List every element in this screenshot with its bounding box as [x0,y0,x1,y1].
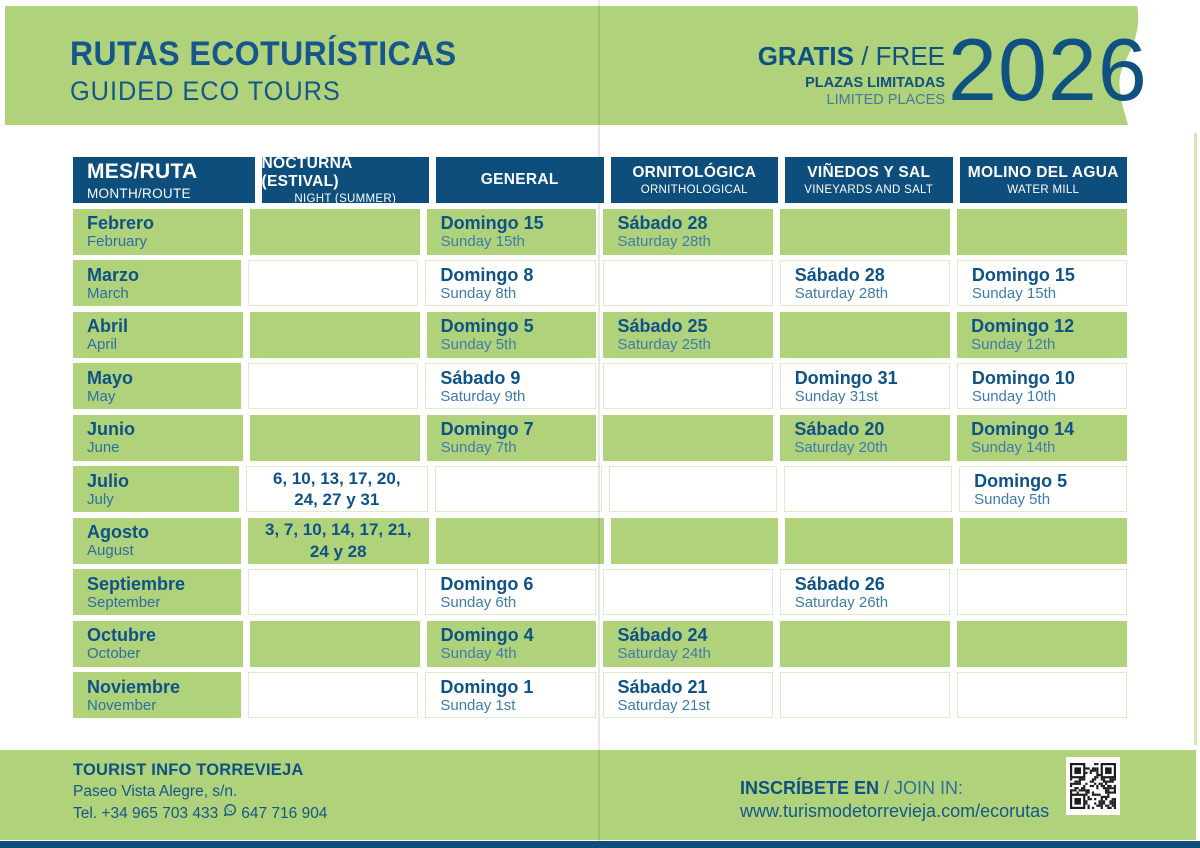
tour-date-es: Domingo 31 [794,367,898,388]
tour-cell-ornitologica [603,363,773,409]
table-row-november [73,672,1127,718]
month-cell [73,466,239,512]
tour-cell-molino-del-agua [957,209,1127,255]
tour-cell-ornitologica [603,260,773,306]
tour-date-es: Domingo 8 [440,264,534,285]
tour-cell-ornitologica [603,312,773,358]
page-title: RUTAS ECOTURÍSTICAS [70,35,457,73]
month-cell [73,672,241,718]
table-row-april [73,312,1127,358]
tour-date-en: Sunday 15th [971,284,1057,302]
tour-date-es: Domingo 6 [440,573,534,594]
table-row-august [73,518,1127,564]
table-row-march [73,260,1127,306]
month-name-en: July [87,490,114,508]
tour-date-es: Sábado 21 [617,676,708,697]
qr-code [1066,757,1120,815]
tour-cell-ornitologica [609,466,777,512]
signup-url: www.turismodetorrevieja.com/ecorutas [740,801,1050,821]
tour-cell-general [436,518,604,564]
tour-cell-general [425,363,595,409]
tour-date-es: Sábado 28 [617,213,708,233]
column-title-en: NIGHT (SUMMER) [294,193,397,205]
tourist-office-name: TOURIST INFO TORREVIEJA [73,761,304,779]
tour-date-en: Sunday 10th [971,387,1057,405]
tour-cell-nocturna [248,672,418,718]
tour-cell-nocturna: 6, 10, 13, 17, 20, 24, 27 y 31 [246,466,428,512]
column-title-es: MOLINO DEL AGUA [967,164,1119,181]
limited-places-en: LIMITED PLACES [826,92,945,108]
month-cell [73,569,241,615]
tour-date-en: Sunday 31st [794,387,879,405]
column-title-en: VINEYARDS AND SALT [804,184,934,196]
bottom-blue-bar [0,841,1200,848]
tour-cell-vinedos-y-sal [780,672,950,718]
month-cell [73,363,241,409]
tour-cell-nocturna [248,569,418,615]
tour-cell-general [425,672,595,718]
table-row-september [73,569,1127,615]
tour-cell-vinedos-y-sal [780,569,950,615]
month-name-en: February [87,233,148,250]
tour-cell-molino-del-agua [957,672,1127,718]
tour-date-en: Sunday 12th [971,336,1056,353]
month-name-es: Octubre [87,625,157,645]
tourist-office-phones [73,803,327,825]
join-block [740,777,1049,823]
tour-cell-nocturna: 3, 7, 10, 14, 17, 21, 24 y 28 [248,518,430,564]
tour-date-en: Saturday 21st [617,696,711,714]
tour-date-es: Sábado 26 [794,573,885,594]
column-title-es: MES/RUTA [87,159,198,183]
tour-cell-molino-del-agua [957,621,1127,667]
tour-date-en: Sunday 14th [971,439,1056,456]
join-label-en: / JOIN IN: [879,778,964,798]
month-name-es: Noviembre [87,676,181,697]
tourist-office-address: Paseo Vista Alegre, s/n. [73,783,238,800]
free-label [758,42,945,70]
tour-date-es: Domingo 5 [974,470,1068,491]
tour-cell-vinedos-y-sal [780,260,950,306]
center-fold-line [598,0,600,848]
tour-date-en: Sunday 6th [440,593,517,611]
tourist-info-block [73,759,327,825]
tour-date-en: Sunday 15th [440,233,525,250]
month-cell [73,209,243,255]
tour-date-es: Domingo 15 [440,213,544,233]
join-label-es: INSCRÍBETE EN [740,778,880,798]
month-cell [73,260,241,306]
column-header-vinedos-y-sal [785,157,953,203]
month-name-en: June [87,439,120,456]
tour-date-es: Sábado 9 [440,367,521,388]
limited-places-es: PLAZAS LIMITADAS [805,75,945,91]
tour-cell-molino-del-agua [957,415,1127,461]
tour-date-es: Domingo 14 [971,419,1075,439]
schedule-table [73,157,1127,718]
tour-date-en: Saturday 28th [794,284,889,302]
tour-cell-molino-del-agua [957,569,1127,615]
column-title-es: ORNITOLÓGICA [632,164,757,181]
tour-date-en: Saturday 24th [617,645,711,662]
tour-date-es: Domingo 15 [971,264,1075,285]
tour-cell-ornitologica [603,569,773,615]
tour-date-en: Saturday 9th [440,387,526,405]
tour-cell-molino-del-agua [957,363,1127,409]
month-name-es: Junio [87,419,135,439]
column-title-es: VIÑEDOS Y SAL [807,164,931,181]
whatsapp-number: 647 716 904 [241,805,328,822]
month-name-es: Febrero [87,213,155,233]
tour-cell-nocturna [250,415,420,461]
column-header-molino-del-agua [960,157,1128,203]
month-cell [73,415,243,461]
month-name-en: September [87,593,161,611]
free-label-en: / FREE [853,41,945,71]
tour-cell-general [435,466,603,512]
join-label [740,777,1049,800]
column-title-es: GENERAL [480,171,559,188]
tour-cell-ornitologica [603,672,773,718]
tour-cell-nocturna [250,312,420,358]
table-row-february [73,209,1127,255]
tour-date-en: Saturday 28th [617,233,711,250]
tour-date-en: Sunday 5th [440,336,517,353]
column-header-month-route [73,157,255,203]
column-title-en: MONTH/ROUTE [87,185,191,201]
free-block [758,42,945,108]
month-name-es: Marzo [87,264,140,285]
tour-date-en: Saturday 20th [794,439,888,456]
month-name-en: August [87,542,134,559]
whatsapp-icon [222,803,237,825]
tour-cell-general [425,260,595,306]
tour-cell-vinedos-y-sal [780,209,950,255]
tour-date-es: Domingo 1 [440,676,534,697]
table-row-october [73,621,1127,667]
tour-cell-molino-del-agua [960,518,1128,564]
tour-date-es: Domingo 5 [440,316,534,336]
tour-cell-nocturna [250,621,420,667]
tour-date-es: Domingo 4 [440,625,534,645]
tour-cell-general [427,209,597,255]
tour-cell-vinedos-y-sal [785,518,953,564]
tour-cell-vinedos-y-sal [780,415,950,461]
tour-date-es: Sábado 28 [794,264,885,285]
tour-cell-vinedos-y-sal [780,363,950,409]
tour-cell-general [427,621,597,667]
header-titles [70,34,481,107]
tour-cell-nocturna [248,363,418,409]
column-title-en: WATER MILL [1007,184,1080,196]
tour-cell-ornitologica [603,621,773,667]
tour-cell-molino-del-agua [957,260,1127,306]
month-name-es: Abril [87,316,129,336]
page-subtitle: GUIDED ECO TOURS [70,76,341,106]
tour-cell-nocturna [248,260,418,306]
page-edge-sliver [1194,133,1197,745]
tour-cell-ornitologica [603,415,773,461]
tour-date-es: Sábado 24 [617,625,708,645]
tour-date-en: Sunday 7th [440,439,517,456]
column-header-nocturna [262,157,430,203]
tour-cell-nocturna [250,209,420,255]
column-header-ornitologica [611,157,779,203]
month-name-en: April [87,336,118,353]
tour-cell-general [425,569,595,615]
tour-cell-vinedos-y-sal [780,312,950,358]
table-row-june [73,415,1127,461]
tour-date-es: Domingo 7 [440,419,534,439]
tour-cell-vinedos-y-sal [780,621,950,667]
tour-date-en: Sunday 8th [440,284,517,302]
tour-cell-general [427,312,597,358]
table-row-july [73,466,1127,512]
phone-number: Tel. +34 965 703 433 [73,805,219,822]
month-name-es: Julio [87,470,130,491]
month-name-es: Agosto [87,522,149,542]
month-name-en: November [87,696,157,714]
column-title-es: NOCTURNA (ESTIVAL) [261,155,353,190]
tour-cell-molino-del-agua [959,466,1127,512]
tour-date-es: Domingo 10 [971,367,1075,388]
month-cell [73,621,243,667]
tour-cell-molino-del-agua [957,312,1127,358]
tour-date-en: Sunday 1st [440,696,516,714]
table-header-row [73,157,1127,203]
tour-date-es: Domingo 12 [971,316,1075,336]
tour-date-en: Saturday 25th [617,336,711,353]
month-name-es: Septiembre [87,573,186,594]
tour-cell-vinedos-y-sal [784,466,952,512]
month-cell [73,518,241,564]
tour-date-es: Sábado 20 [794,419,885,439]
free-label-es: GRATIS [757,41,854,71]
tour-date-en: Saturday 26th [794,593,889,611]
tour-cell-general [427,415,597,461]
tour-date-en: Sunday 5th [974,490,1051,508]
tour-date-en: Sunday 4th [440,645,517,662]
month-name-en: October [87,645,141,662]
tour-cell-ornitologica [603,209,773,255]
month-name-en: March [87,284,129,302]
table-row-may [73,363,1127,409]
month-name-es: Mayo [87,367,134,388]
year-label: 2026 [948,20,1148,119]
column-title-en: ORNITHOLOGICAL [640,184,748,196]
tour-cell-ornitologica [611,518,779,564]
month-name-en: May [87,387,116,405]
column-header-general [436,157,604,203]
tour-date-es: Sábado 25 [617,316,708,336]
month-cell [73,312,243,358]
